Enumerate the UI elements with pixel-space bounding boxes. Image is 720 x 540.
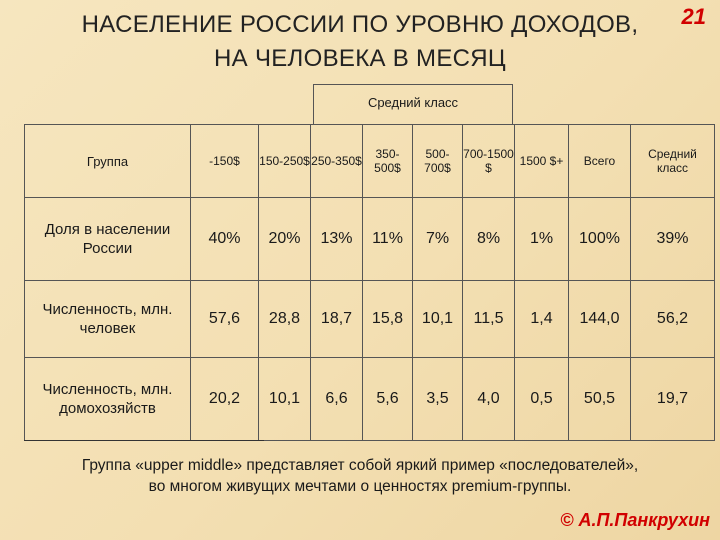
slide-number: 21: [681, 4, 706, 29]
table-cell: 1%: [515, 198, 569, 281]
table-cell: 10,1: [259, 358, 311, 441]
row-label: Численность, млн. домохозяйств: [25, 358, 191, 441]
header-cell: 700-1500 $: [463, 125, 515, 198]
table-cell: 56,2: [631, 281, 715, 358]
slide-title: [40, 8, 680, 76]
table-cell: 39%: [631, 198, 715, 281]
table-cell: 11%: [363, 198, 413, 281]
table-cell: 1,4: [515, 281, 569, 358]
footnote-line-1: Группа «upper middle» представляет собой яркий пример «последователей»,: [81, 457, 639, 474]
table-cell: 11,5: [463, 281, 515, 358]
income-table: [24, 124, 715, 441]
header-cell: 250-350$: [311, 125, 363, 198]
header-cell: Средний класс: [631, 125, 715, 198]
author-credit: © А.П.Панкрухин: [560, 510, 710, 530]
table-cell: 50,5: [569, 358, 631, 441]
header-cell: 1500 $+: [515, 125, 569, 198]
footnote-line-2: во многом живущих мечтами о ценностях premium-группы.: [148, 478, 572, 495]
footnote-divider: [24, 440, 264, 441]
row-label: Доля в населении России: [25, 198, 191, 281]
table-cell: 5,6: [363, 358, 413, 441]
header-cell-label: Группа: [25, 125, 191, 198]
table-cell: 40%: [191, 198, 259, 281]
table-cell: 19,7: [631, 358, 715, 441]
table-cell: 13%: [311, 198, 363, 281]
table-row: [25, 281, 715, 358]
table-header-row: [25, 125, 715, 198]
middle-class-group-header: Средний класс: [313, 84, 513, 124]
header-cell: -150$: [191, 125, 259, 198]
table-cell: 15,8: [363, 281, 413, 358]
table-cell: 0,5: [515, 358, 569, 441]
table-cell: 8%: [463, 198, 515, 281]
header-cell: 500-700$: [413, 125, 463, 198]
table-cell: 6,6: [311, 358, 363, 441]
title-line-2: НА ЧЕЛОВЕКА В МЕСЯЦ: [214, 45, 506, 72]
table-cell: 57,6: [191, 281, 259, 358]
footnote: [28, 455, 692, 497]
header-cell: 150-250$: [259, 125, 311, 198]
header-cell: 350-500$: [363, 125, 413, 198]
table-cell: 28,8: [259, 281, 311, 358]
table-cell: 10,1: [413, 281, 463, 358]
title-line-1: НАСЕЛЕНИЕ РОССИИ ПО УРОВНЮ ДОХОДОВ,: [81, 11, 639, 38]
header-cell: Всего: [569, 125, 631, 198]
table-cell: 4,0: [463, 358, 515, 441]
table-row: [25, 198, 715, 281]
table-cell: 18,7: [311, 281, 363, 358]
table-cell: 3,5: [413, 358, 463, 441]
table-row: [25, 358, 715, 441]
table-cell: 20,2: [191, 358, 259, 441]
row-label: Численность, млн. человек: [25, 281, 191, 358]
table-cell: 7%: [413, 198, 463, 281]
table-cell: 20%: [259, 198, 311, 281]
table-cell: 144,0: [569, 281, 631, 358]
table-cell: 100%: [569, 198, 631, 281]
